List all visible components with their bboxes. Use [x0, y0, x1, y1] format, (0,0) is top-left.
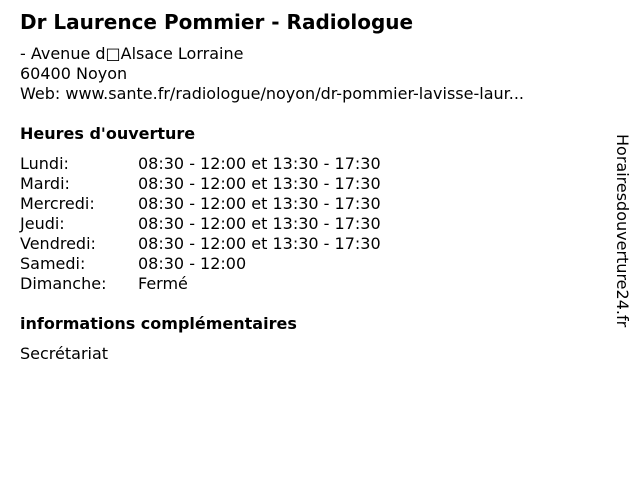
- hours-day: Dimanche:: [20, 274, 107, 293]
- hours-time: 08:30 - 12:00 et 13:30 - 17:30: [138, 154, 381, 173]
- hours-time: 08:30 - 12:00: [138, 254, 247, 273]
- additional-info-text: Secrétariat: [20, 344, 109, 363]
- address-street: - Avenue d□Alsace Lorraine: [20, 44, 244, 63]
- hours-time: 08:30 - 12:00 et 13:30 - 17:30: [138, 234, 381, 253]
- address-block: [20, 44, 524, 104]
- hours-time: 08:30 - 12:00 et 13:30 - 17:30: [138, 214, 381, 233]
- site-watermark: Horairesdouverture24.fr: [613, 134, 632, 328]
- additional-info-heading: informations complémentaires: [20, 314, 297, 333]
- hours-day: Lundi:: [20, 154, 69, 173]
- hours-time: 08:30 - 12:00 et 13:30 - 17:30: [138, 194, 381, 213]
- address-city: 60400 Noyon: [20, 64, 128, 83]
- opening-hours-heading: Heures d'ouverture: [20, 124, 196, 143]
- hours-day: Mercredi:: [20, 194, 95, 213]
- page-title: Dr Laurence Pommier - Radiologue: [20, 10, 414, 34]
- address-web: Web: www.sante.fr/radiologue/noyon/dr-pommier-lavisse-laur...: [20, 84, 525, 103]
- hours-time: 08:30 - 12:00 et 13:30 - 17:30: [138, 174, 381, 193]
- hours-day: Vendredi:: [20, 234, 96, 253]
- hours-time: Fermé: [138, 274, 188, 293]
- hours-day: Jeudi:: [20, 214, 65, 233]
- hours-day: Mardi:: [20, 174, 70, 193]
- hours-day: Samedi:: [20, 254, 86, 273]
